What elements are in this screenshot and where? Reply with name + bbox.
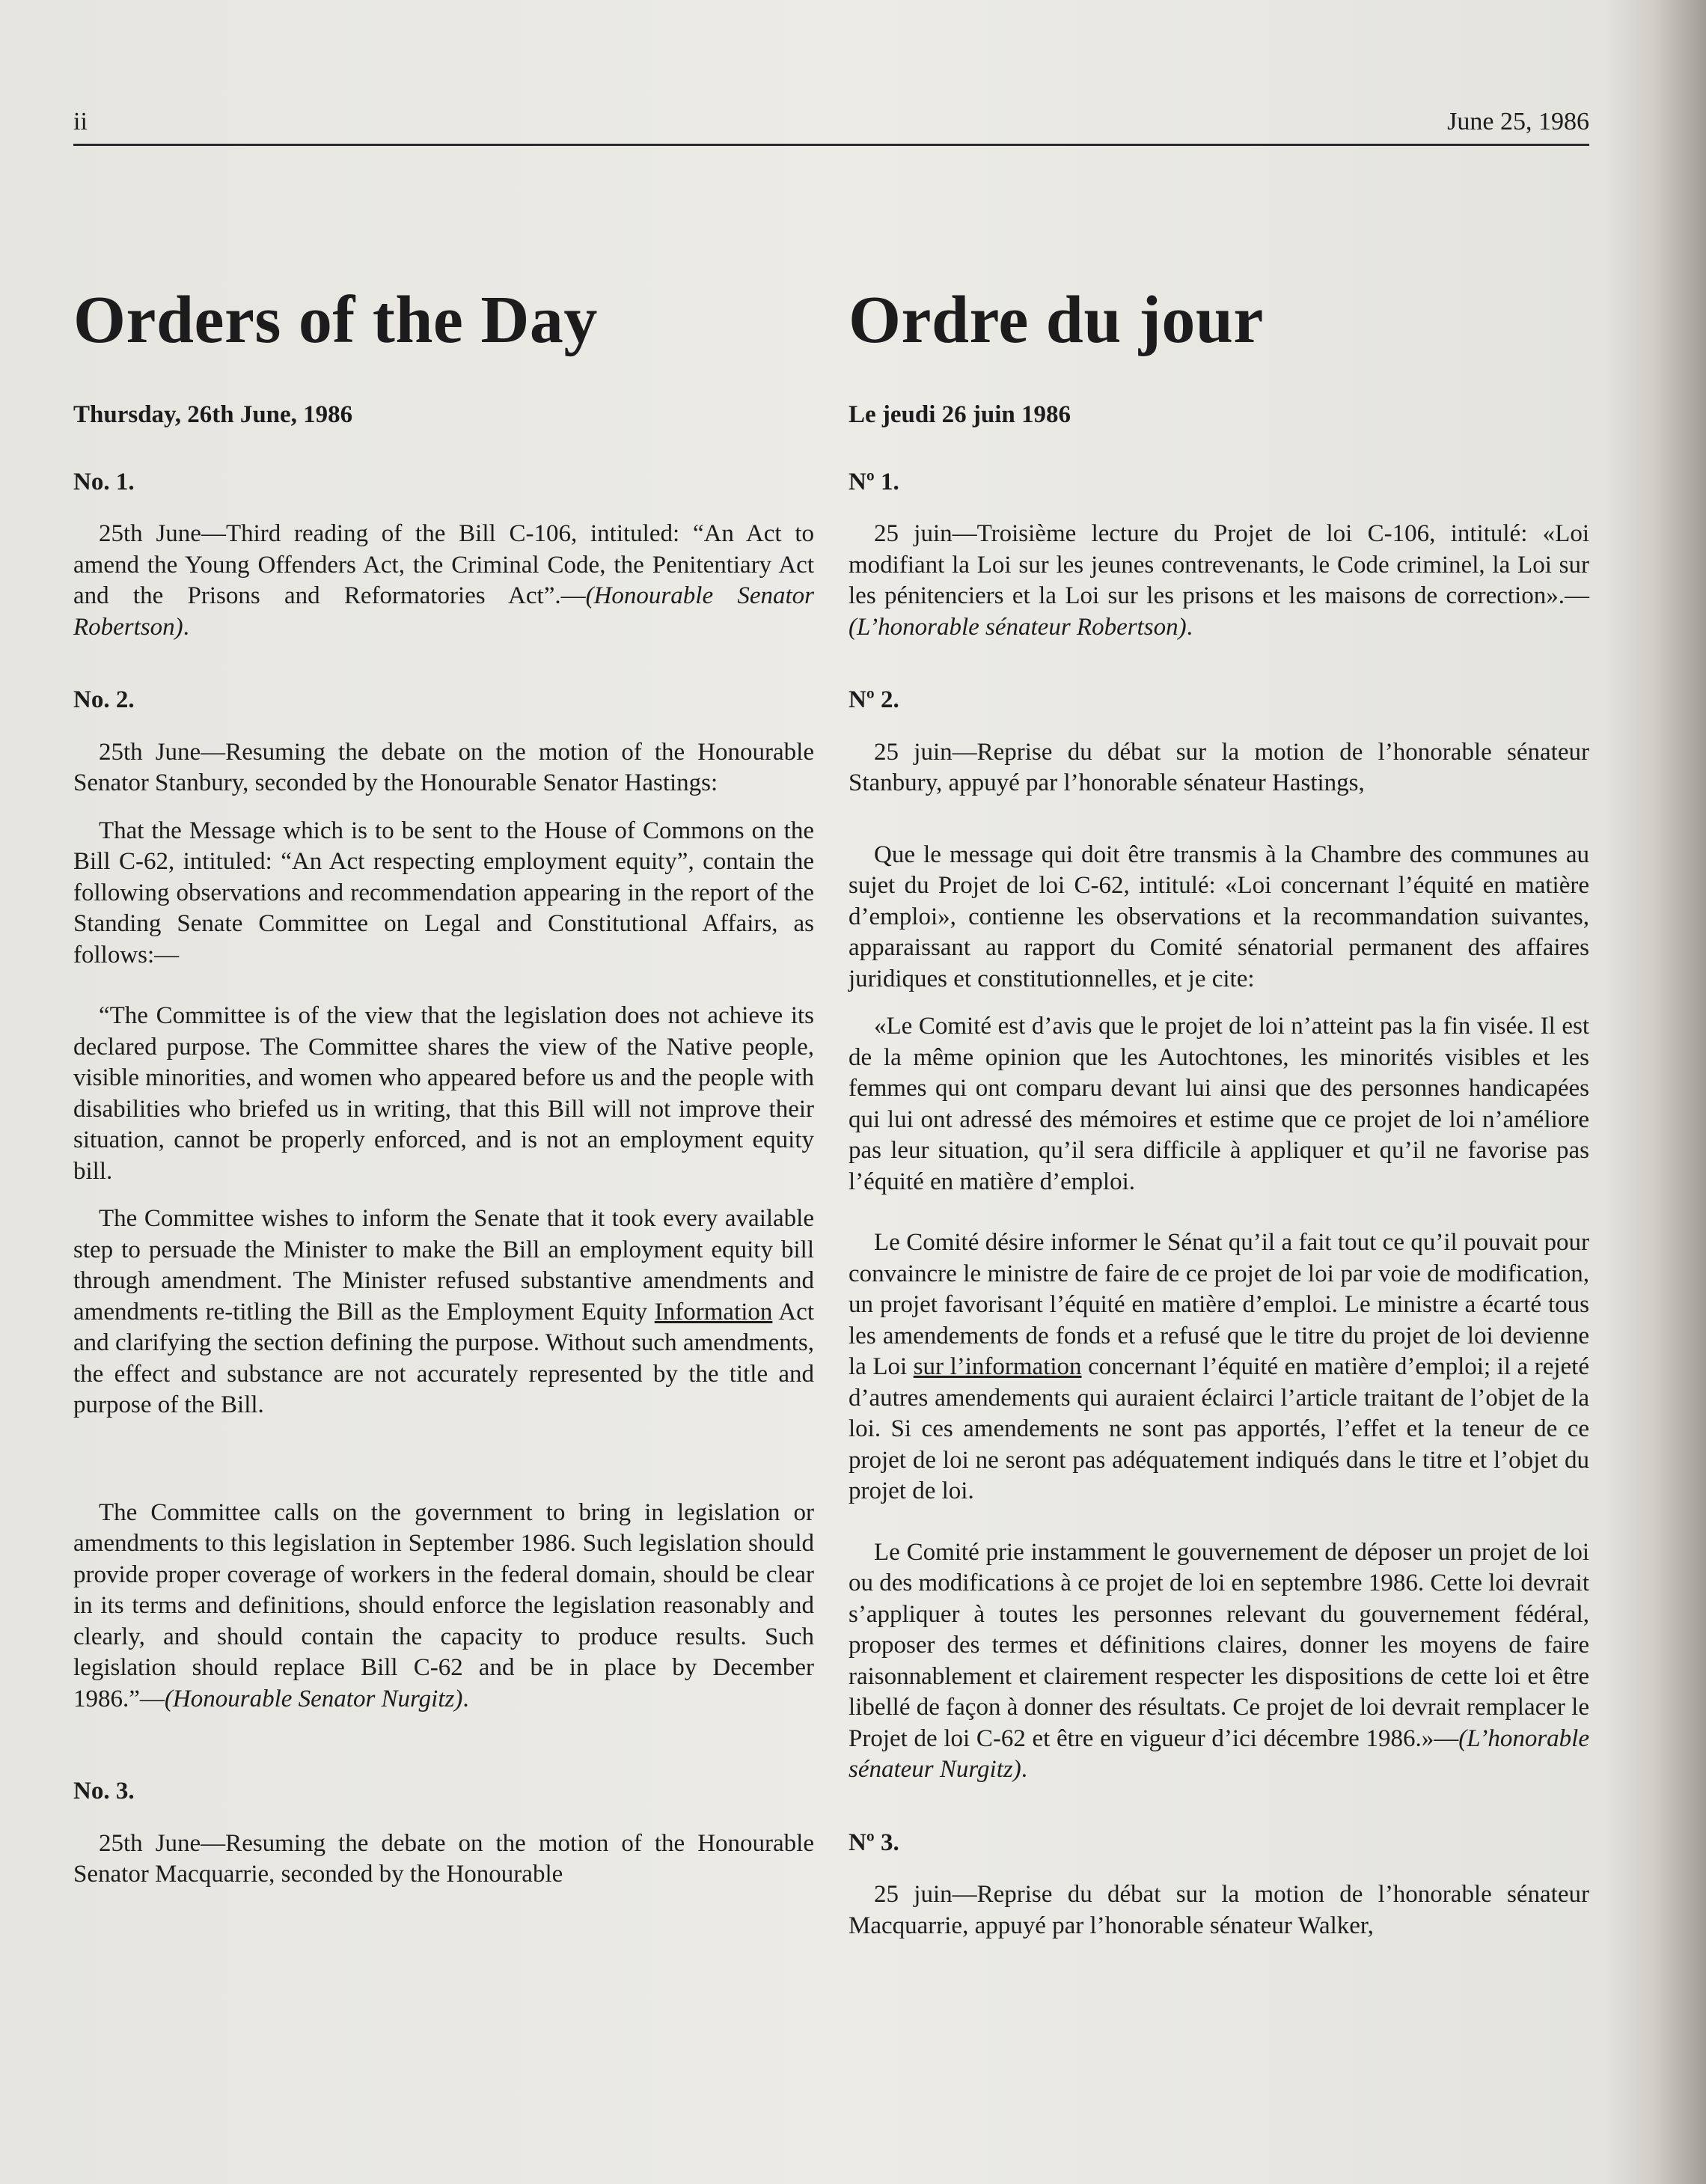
header-date: June 25, 1986 bbox=[1447, 108, 1589, 135]
french-dateline: Le jeudi 26 juin 1986 bbox=[849, 401, 1071, 428]
english-item-3-text: 25th June—Resuming the debate on the motion of the Honourable Senator Macquarrie, seconded by the Honourable bbox=[73, 1829, 814, 1888]
english-item-2-intro: 25th June—Resuming the debate on the motion of the Honourable Senator Stanbury, seconded by the Honourable Senator Hastings: bbox=[73, 738, 814, 796]
english-item-1-number: No. 1. bbox=[73, 468, 135, 495]
english-item-2-sponsor: (Honourable Senator Nurgitz) bbox=[164, 1685, 463, 1712]
french-item-2-para-1: Que le message qui doit être transmis à la Chambre des communes au sujet du Projet de loi C-62, intitulé: «Loi concernant l’équité en matière d’emploi», contienne les observations et la recommandation suivantes, apparaissant au rapport du Comité sénatorial permanent des affaires juridiques et constitutionnelles, et je cite: bbox=[849, 841, 1589, 992]
french-item-3-number: Nº 3. bbox=[849, 1828, 899, 1856]
french-item-3-text: 25 juin—Reprise du débat sur la motion de l’honorable sénateur Macquarrie, appuyé par l’honorable sénateur Walker, bbox=[849, 1881, 1589, 1939]
english-title: Orders of the Day bbox=[73, 283, 598, 357]
french-underlined-words: sur l’information bbox=[913, 1353, 1082, 1380]
english-dateline: Thursday, 26th June, 1986 bbox=[73, 401, 353, 428]
french-item-2-sponsor: (L’honorable sénateur Nurgitz) bbox=[849, 1724, 1589, 1783]
french-column bbox=[849, 283, 1589, 1941]
french-item-2-para-4: Le Comité prie instamment le gouvernement de déposer un projet de loi ou des modifications à ce projet de loi en septembre 1986. Cette loi devrait s’appliquer à toutes les personnes relevant du gouvernement fédéral, proposer des termes et définitions claires, donner les moyens de faire raisonnablement et clairement respecter les dispositions de cette loi et être libellé de façon à donner des résultats. Ce projet de loi devrait remplacer le Projet de loi C-62 et être en vigueur d’ici décembre 1986.»—(L’honorable sénateur Nurgitz). bbox=[849, 1538, 1589, 1783]
english-item-2-number: No. 2. bbox=[73, 686, 135, 713]
french-item-1-number: Nº 1. bbox=[849, 468, 899, 495]
english-item-2-para-4: The Committee calls on the government to bring in legislation or amendments to this legislation in September 1986. Such legislation should provide proper coverage of workers in the federal domain, should be clear in its terms and definitions, should enforce the legislation reasonably and clearly, and should contain the capacity to produce results. Such legislation should replace Bill C-62 and be in place by December 1986.”—(Honourable Senator Nurgitz). bbox=[73, 1498, 814, 1712]
english-item-2-para-2: “The Committee is of the view that the legislation does not achieve its declared purpose. The Committee shares the view of the Native people, visible minorities, and women who appeared before us and the people with disabilities who briefed us in writing, that this Bill will not improve their situation, cannot be properly enforced, and is not an employment equity bill. bbox=[73, 1002, 814, 1185]
english-item-2-para-1: That the Message which is to be sent to the House of Commons on the Bill C-62, intituled: “An Act respecting employment equity”, contain the following observations and recommendation appearing in the report of the Standing Senate Committee on Legal and Constitutional Affairs, as follows:— bbox=[73, 817, 814, 969]
french-item-2-para-2: «Le Comité est d’avis que le projet de loi n’atteint pas la fin visée. Il est de la même opinion que les Autochtones, les minorités visibles et les femmes qui ont comparu devant lui ainsi que des personnes handicapées qui lui ont adressé des mémoires et estime que ce projet de loi n’améliore pas leur situation, qu’il sera difficile à appliquer et qu’il ne favorise pas l’équité en matière d’emploi. bbox=[849, 1013, 1589, 1195]
french-title: Ordre du jour bbox=[849, 283, 1264, 357]
french-item-1-sponsor: (L’honorable sénateur Robertson) bbox=[849, 613, 1187, 641]
running-header bbox=[73, 105, 1589, 146]
french-item-2-para-3: Le Comité désire informer le Sénat qu’il a fait tout ce qu’il pouvait pour convaincre le ministre de faire de ce projet de loi par voie de modification, un projet favorisant l’équité en matière d’emploi. Le ministre a écarté tous les amendements de fonds et a refusé que le titre du projet de loi devienne la Loi sur l’information concernant l’équité en matière d’emploi; il a rejeté d’autres amendements qui auraient éclairci l’article traitant de l’objet de la loi. Si ces amendements ne sont pas apportés, l’effet et la teneur de ce projet de loi ne seront pas adéquatement indiqués dans le titre et l’objet du projet de loi. bbox=[849, 1229, 1589, 1504]
page-number: ii bbox=[73, 108, 88, 135]
english-item-1-sponsor: (Honourable Senator Robertson) bbox=[73, 582, 815, 641]
french-item-2-number: Nº 2. bbox=[849, 686, 899, 713]
english-column bbox=[73, 283, 814, 1891]
english-item-1-text: 25th June—Third reading of the Bill C-106, intituled: “An Act to amend the Young Offenders Act, the Criminal Code, the Penitentiary Act and the Prisons and Reformatories Act”.—(Honourable Senator Robertson). bbox=[73, 520, 815, 641]
english-item-2-para-3: The Committee wishes to inform the Senate that it took every available step to persuade the Minister to make the Bill an employment equity bill through amendment. The Minister refused substantive amendments and amendments re-titling the Bill as the Employment Equity Information Act and clarifying the section defining the purpose. Without such amendments, the effect and substance are not accurately represented by the title and purpose of the Bill. bbox=[73, 1205, 814, 1418]
english-underlined-word: Information bbox=[654, 1298, 773, 1326]
french-item-2-intro: 25 juin—Reprise du débat sur la motion de l’honorable sénateur Stanbury, appuyé par l’honorable sénateur Hastings, bbox=[849, 738, 1589, 796]
english-item-3-number: No. 3. bbox=[73, 1778, 135, 1805]
french-item-1-text: 25 juin—Troisième lecture du Projet de loi C-106, intitulé: «Loi modifiant la Loi sur les jeunes contrevenants, le Code criminel, la Loi sur les pénitenciers et la Loi sur les prisons et les maisons de correction».—(L’honorable sénateur Robertson). bbox=[849, 520, 1589, 641]
